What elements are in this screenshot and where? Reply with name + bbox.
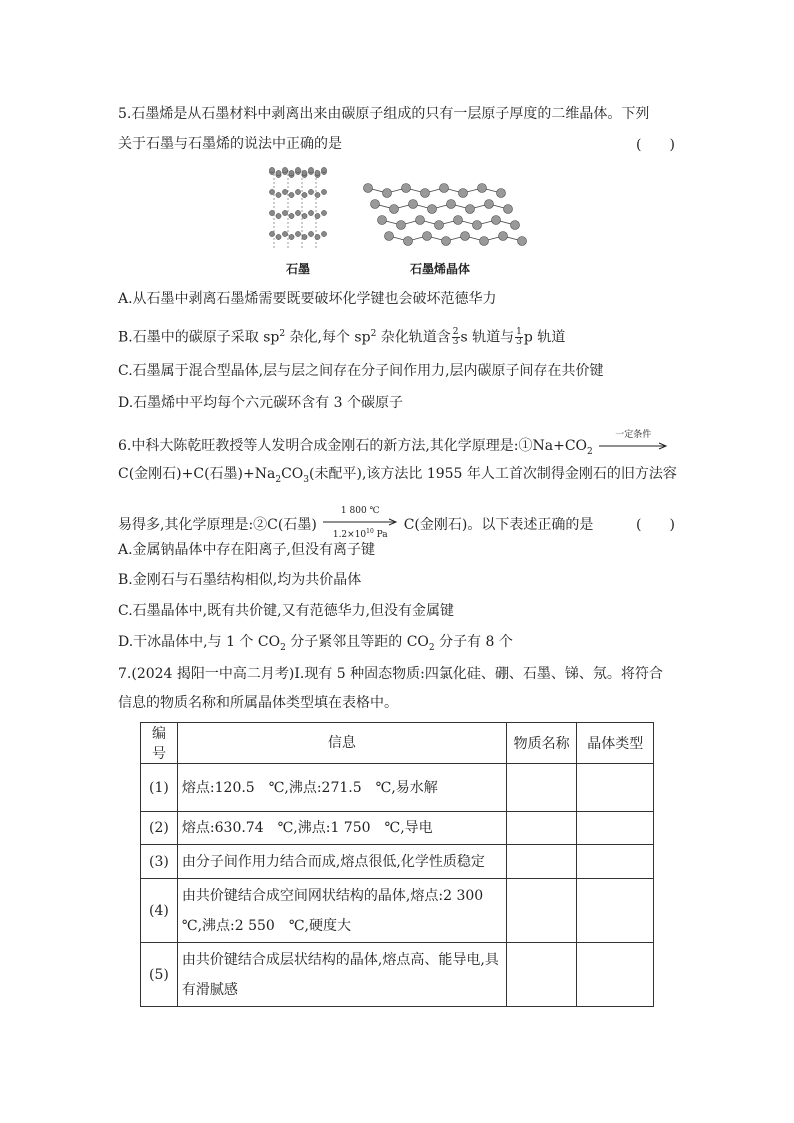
q5-stem-line1: 5.石墨烯是从石墨材料中剥离出来由碳原子组成的只有一层原子厚度的二维晶体。下列 — [118, 106, 650, 122]
carbon-atom — [276, 192, 281, 197]
carbon-atom — [497, 189, 506, 198]
crystal-type-blank[interactable] — [577, 845, 654, 879]
q7-stem-line2: 信息的物质名称和所属晶体类型填在表格中。 — [118, 695, 398, 711]
carbon-atom — [480, 237, 489, 246]
fraction-two-thirds: $\frac{2}{3}$ — [452, 327, 459, 348]
q6-option-b: B.金刚石与石墨结构相似,均为共价晶体 — [118, 572, 362, 588]
carbon-atom — [295, 231, 300, 236]
substance-name-blank[interactable] — [506, 764, 577, 812]
carbon-atom — [371, 200, 380, 209]
carbon-atom — [466, 205, 475, 214]
carbon-atom — [308, 210, 313, 215]
graphite-structure-figure — [266, 166, 330, 254]
q5-answer-paren: ( ) — [636, 137, 675, 153]
carbon-atom — [282, 189, 287, 194]
carbon-atom — [402, 184, 411, 193]
crystal-type-blank[interactable] — [577, 943, 654, 1007]
q6-answer-paren: ( ) — [636, 517, 675, 533]
carbon-atom — [315, 234, 320, 239]
carbon-atom — [454, 216, 463, 225]
q6-stem-line3: 易得多,其化学原理是:②C(石墨) 1 800 ℃ $1.2\times 10^{10}$ Pa C(金刚石)。以下表述正确的是 — [118, 506, 594, 540]
carbon-atom — [295, 167, 300, 172]
table-row — [141, 879, 654, 943]
carbon-atom — [276, 234, 281, 239]
table-row — [141, 764, 654, 812]
row-number: (5) — [141, 943, 178, 1007]
carbon-atom — [302, 170, 307, 175]
table-header-row — [141, 723, 654, 764]
q6-option-c: C.石墨晶体中,既有共价键,又有范德华力,但没有金属键 — [118, 603, 455, 619]
carbon-atom — [378, 216, 387, 225]
carbon-atom — [423, 232, 432, 241]
q5-option-d: D.石墨烯中平均每个六元碳环含有 3 个碳原子 — [118, 395, 403, 411]
q6-option-a: A.金属钠晶体中存在阳离子,但没有离子键 — [118, 542, 376, 558]
carbon-atom — [308, 231, 313, 236]
carbon-atom — [442, 237, 451, 246]
carbon-atom — [276, 213, 281, 218]
col-header-number: 编号 — [141, 723, 178, 764]
crystal-type-blank[interactable] — [577, 879, 654, 943]
q6-option-d: D.干冰晶体中,与 1 个 $CO_2$ 分子紧邻且等距的 $CO_2$ 分子有 8 个 — [118, 634, 513, 653]
row-number: (1) — [141, 764, 178, 812]
fraction-one-third: $\frac{1}{3}$ — [516, 327, 522, 348]
row-info: 熔点:630.74 ℃,沸点:1 750 ℃,导电 — [177, 812, 506, 845]
carbon-atom — [289, 170, 294, 175]
carbon-atom — [518, 237, 527, 246]
carbon-atom — [440, 184, 449, 193]
carbon-atom — [282, 210, 287, 215]
carbon-atom — [302, 213, 307, 218]
q6-stem-line2: C(金刚石)+C(石墨)$+Na_2CO_3$(未配平),该方法比 1955 年人工首次制得金刚石的旧方法容 — [118, 466, 677, 485]
reaction-arrow-1: 一定条件 — [597, 434, 669, 458]
carbon-atom — [308, 189, 313, 194]
q5-option-b: B.石墨中的碳原子采取 $sp^2$ 杂化,每个 $sp^2$ 杂化轨道含 $\frac{2}{3}$ s 轨道与 $\frac{1}{3}$ p 轨道 — [118, 327, 566, 348]
row-info: 由共价键结合成空间网状结构的晶体,熔点:2 300 ℃,沸点:2 550 ℃,硬度大 — [177, 879, 506, 943]
carbon-atom — [282, 167, 287, 172]
carbon-atom — [461, 232, 470, 241]
carbon-atom — [397, 221, 406, 230]
q6-stem-line1: 6.中科大陈乾旺教授等人发明合成金刚石的新方法,其化学原理是$:①Na+CO_2$ 一定条件 — [118, 434, 669, 462]
carbon-atom — [447, 200, 456, 209]
row-number: (3) — [141, 845, 178, 879]
carbon-atom — [276, 170, 281, 175]
carbon-atom — [321, 210, 326, 215]
carbon-atom — [492, 216, 501, 225]
carbon-atom — [282, 231, 287, 236]
graphene-caption: 石墨烯晶体 — [410, 262, 471, 276]
carbon-atom — [390, 205, 399, 214]
carbon-atom — [295, 210, 300, 215]
carbon-atom — [289, 234, 294, 239]
carbon-atom — [289, 213, 294, 218]
substance-name-blank[interactable] — [506, 812, 577, 845]
carbon-atom — [383, 189, 392, 198]
carbon-atom — [385, 232, 394, 241]
col-header-info: 信息 — [177, 723, 506, 764]
reaction-arrow-2: 1 800 ℃ $1.2\times 10^{10}$ Pa — [321, 510, 399, 540]
carbon-atom — [315, 170, 320, 175]
carbon-atom — [269, 210, 274, 215]
carbon-atom — [421, 189, 430, 198]
q5-stem-line2: 关于石墨与石墨烯的说法中正确的是 — [118, 136, 342, 152]
carbon-atom — [416, 216, 425, 225]
q5-option-c: C.石墨属于混合型晶体,层与层之间存在分子间作用力,层内碳原子间存在共价键 — [118, 363, 604, 379]
row-info: 由共价键结合成层状结构的晶体,熔点高、能导电,具有滑腻感 — [177, 943, 506, 1007]
carbon-atom — [409, 200, 418, 209]
row-info: 熔点:120.5 ℃,沸点:271.5 ℃,易水解 — [177, 764, 506, 812]
carbon-atom — [459, 189, 468, 198]
crystal-info-table — [140, 722, 654, 1007]
table-row — [141, 943, 654, 1007]
carbon-atom — [321, 231, 326, 236]
graphite-caption: 石墨 — [286, 262, 311, 276]
table-row — [141, 845, 654, 879]
carbon-atom — [435, 221, 444, 230]
carbon-atom — [478, 184, 487, 193]
carbon-atom — [504, 205, 513, 214]
row-info: 由分子间作用力结合而成,熔点很低,化学性质稳定 — [177, 845, 506, 879]
carbon-atom — [315, 192, 320, 197]
carbon-atom — [321, 189, 326, 194]
carbon-atom — [269, 189, 274, 194]
col-header-substance: 物质名称 — [506, 723, 577, 764]
carbon-atom — [485, 200, 494, 209]
carbon-atom — [289, 192, 294, 197]
carbon-atom — [308, 167, 313, 172]
carbon-atom — [269, 167, 274, 172]
carbon-atom — [295, 189, 300, 194]
carbon-atom — [302, 234, 307, 239]
q7-stem-line1: 7.(2024 揭阳一中高二月考)Ⅰ.现有 5 种固态物质:四氯化硅、硼、石墨、锑、氖。将符合 — [118, 666, 663, 682]
carbon-atom — [315, 213, 320, 218]
crystal-type-blank[interactable] — [577, 812, 654, 845]
carbon-atom — [473, 221, 482, 230]
crystal-type-blank[interactable] — [577, 764, 654, 812]
row-number: (4) — [141, 879, 178, 943]
graphene-structure-figure — [360, 178, 530, 250]
carbon-atom — [511, 221, 520, 230]
table-row — [141, 812, 654, 845]
carbon-atom — [269, 231, 274, 236]
carbon-atom — [302, 192, 307, 197]
q5-option-a: A.从石墨中剥离石墨烯需要既要破坏化学键也会破坏范德华力 — [118, 291, 497, 307]
carbon-atom — [364, 184, 373, 193]
row-number: (2) — [141, 812, 178, 845]
substance-name-blank[interactable] — [506, 845, 577, 879]
carbon-atom — [499, 232, 508, 241]
substance-name-blank[interactable] — [506, 943, 577, 1007]
col-header-crystal-type: 晶体类型 — [577, 723, 654, 764]
carbon-atom — [404, 237, 413, 246]
substance-name-blank[interactable] — [506, 879, 577, 943]
carbon-atom — [428, 205, 437, 214]
carbon-atom — [321, 167, 326, 172]
